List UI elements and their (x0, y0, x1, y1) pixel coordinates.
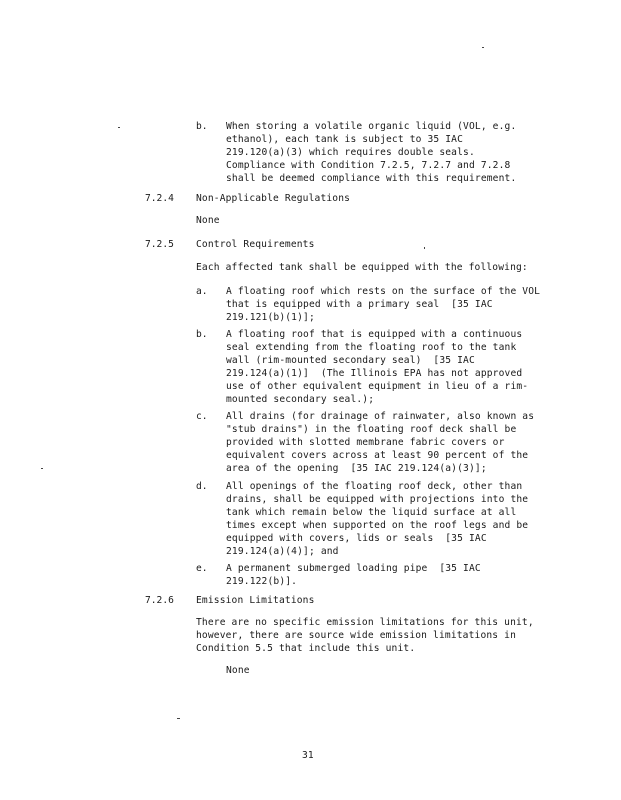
section-title: Emission Limitations (196, 595, 315, 606)
section-title: Control Requirements (196, 239, 315, 250)
section-intro: Each affected tank shall be equipped with the following: (196, 262, 528, 273)
section-line: Condition 5.5 that include this unit. (196, 643, 416, 654)
section-body: None (226, 665, 250, 676)
item-line: 219.124(a)(1)] (The Illinois EPA has not approved (226, 368, 523, 379)
item-line: "stub drains") in the floating roof deck shall be (226, 424, 517, 435)
section-title: Non-Applicable Regulations (196, 193, 351, 204)
item-line: times except when supported on the roof legs and be (226, 520, 529, 531)
section-line: however, there are source wide emission limitations in (196, 630, 516, 641)
item-b-line: When storing a volatile organic liquid (VOL, e.g. (226, 121, 517, 132)
item-line: 219.121(b)(1)]; (226, 312, 315, 323)
scan-speck (424, 247, 425, 249)
item-line: A floating roof which rests on the surface of the VOL (226, 286, 541, 297)
item-line: equivalent covers across at least 90 percent of the (226, 450, 529, 461)
item-line: that is equipped with a primary seal [35 IAC (226, 299, 493, 310)
item-label: d. (196, 481, 208, 492)
section-number: 7.2.6 (145, 595, 174, 606)
section-number: 7.2.4 (145, 193, 174, 204)
scan-speck (482, 47, 484, 48)
item-label: c. (196, 411, 208, 422)
scan-speck (41, 468, 43, 469)
item-line: All drains (for drainage of rainwater, also known as (226, 411, 535, 422)
item-line: All openings of the floating roof deck, other than (226, 481, 523, 492)
item-b-line: shall be deemed compliance with this requirement. (226, 173, 517, 184)
item-b-line: ethanol), each tank is subject to 35 IAC (226, 134, 464, 145)
item-b-line: Compliance with Condition 7.2.5, 7.2.7 and 7.2.8 (226, 160, 511, 171)
item-line: wall (rim-mounted secondary seal) [35 IAC (226, 355, 475, 366)
section-line: There are no specific emission limitations for this unit, (196, 617, 534, 628)
scan-speck (177, 718, 180, 719)
item-line: equipped with covers, lids or seals [35 IAC (226, 533, 487, 544)
item-line: provided with slotted membrane fabric covers or (226, 437, 505, 448)
item-label: a. (196, 286, 208, 297)
item-line: A floating roof that is equipped with a continuous (226, 329, 523, 340)
item-label: e. (196, 563, 208, 574)
item-line: seal extending from the floating roof to the tank (226, 342, 517, 353)
page-number: 31 (302, 750, 314, 761)
item-label: b. (196, 329, 208, 340)
item-line: tank which remain below the liquid surface at all (226, 507, 517, 518)
section-number: 7.2.5 (145, 239, 174, 250)
item-line: 219.124(a)(4)]; and (226, 546, 339, 557)
item-line: mounted secondary seal.); (226, 394, 375, 405)
item-b-label: b. (196, 121, 208, 132)
section-body: None (196, 215, 220, 226)
scan-speck (118, 127, 120, 128)
item-b-line: 219.120(a)(3) which requires double seals. (226, 147, 475, 158)
item-line: A permanent submerged loading pipe [35 IAC (226, 563, 481, 574)
item-line: use of other equivalent equipment in lieu of a rim- (226, 381, 529, 392)
item-line: area of the opening [35 IAC 219.124(a)(3)]; (226, 463, 487, 474)
item-line: 219.122(b)]. (226, 576, 298, 587)
item-line: drains, shall be equipped with projections into the (226, 494, 529, 505)
